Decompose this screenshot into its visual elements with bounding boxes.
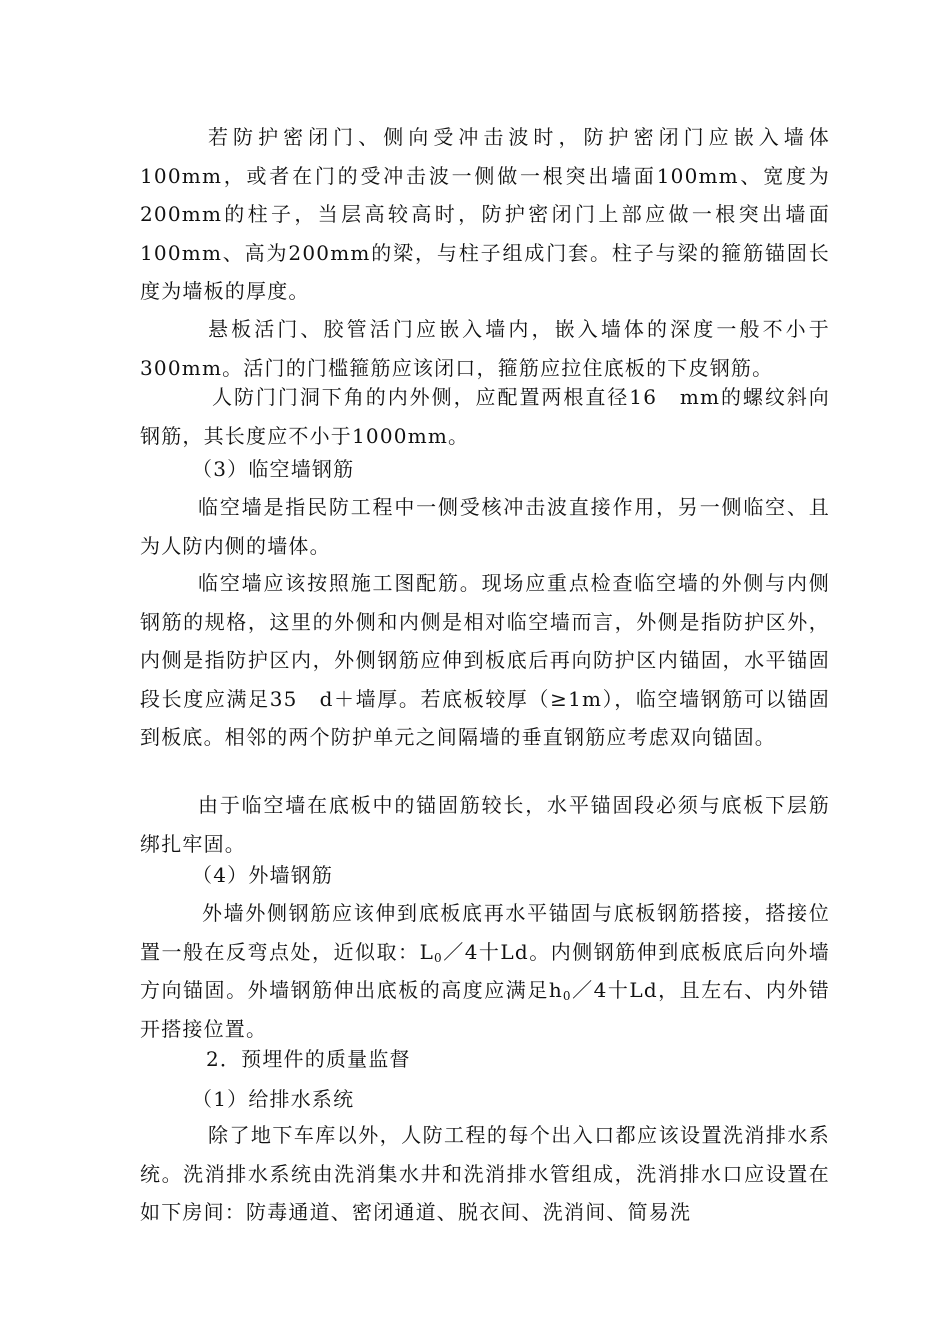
paragraph-door-opening-rebar: 人防门门洞下角的内外侧，应配置两根直径16 mm的螺纹斜向钢筋，其长度应不小于1000mm。 xyxy=(140,385,830,448)
text-segment: 外墙外侧钢筋应该伸到底板底再水平锚固与底板钢筋搭接，搭接位置一般在反弯点处，近似取：L xyxy=(140,901,830,964)
heading-embedded-parts-quality: 2．预埋件的质量监督 xyxy=(206,1047,411,1071)
text-segment: ／4十Ld。内侧钢筋伸到底板底后向外墙方向锚固。外墙钢筋伸出底板的高度应满足h xyxy=(140,939,830,1002)
paragraph-anchorage-binding: 由于临空墙在底板中的锚固筋较长，水平锚固段必须与底板下层筋绑扎牢固。 xyxy=(140,793,830,856)
paragraph-external-wall-rebar xyxy=(140,894,830,1048)
text-segment: ／4十Ld，且左右、内外错开搭接位置。 xyxy=(140,978,830,1041)
subscript: 0 xyxy=(434,950,443,965)
paragraph-protective-door: 若防护密闭门、侧向受冲击波时，防护密闭门应嵌入墙体100mm，或者在门的受冲击波一侧做一根突出墙面100mm、宽度为200mm的柱子，当层高较高时，防护密闭门上部应做一根突出墙面100mm、高为200mm的梁，与柱子组成门套。柱子与梁的箍筋锚固长度为墙板的厚度。 xyxy=(140,125,830,303)
heading-exposed-wall-rebar: （3）临空墙钢筋 xyxy=(192,457,355,481)
paragraph-exposed-wall-reinforcement: 临空墙应该按照施工图配筋。现场应重点检查临空墙的外侧与内侧钢筋的规格，这里的外侧和内侧是相对临空墙而言，外侧是指防护区外，内侧是指防护区内，外侧钢筋应伸到板底后再向防护区内锚固，水平锚固段长度应满足35 d＋墙厚。若底板较厚（≥1m），临空墙钢筋可以锚固到板底。相邻的两个防护单元之间隔墙的垂直钢筋应考虑双向锚固。 xyxy=(140,571,830,749)
paragraph-exposed-wall-definition: 临空墙是指民防工程中一侧受核冲击波直接作用，另一侧临空、且为人防内侧的墙体。 xyxy=(140,495,830,558)
paragraph-blast-valve: 悬板活门、胶管活门应嵌入墙内，嵌入墙体的深度一般不小于300mm。活门的门槛箍筋应该闭口，箍筋应拉住底板的下皮钢筋。 xyxy=(140,317,830,380)
heading-external-wall-rebar: （4）外墙钢筋 xyxy=(192,863,334,887)
paragraph-decontamination-drainage: 除了地下车库以外，人防工程的每个出入口都应该设置洗消排水系统。洗消排水系统由洗消集水井和洗消排水管组成，洗消排水口应设置在如下房间：防毒通道、密闭通道、脱衣间、洗消间、简易洗 xyxy=(140,1123,830,1224)
heading-water-drainage-system: （1）给排水系统 xyxy=(192,1087,355,1111)
subscript: 0 xyxy=(562,989,572,1003)
